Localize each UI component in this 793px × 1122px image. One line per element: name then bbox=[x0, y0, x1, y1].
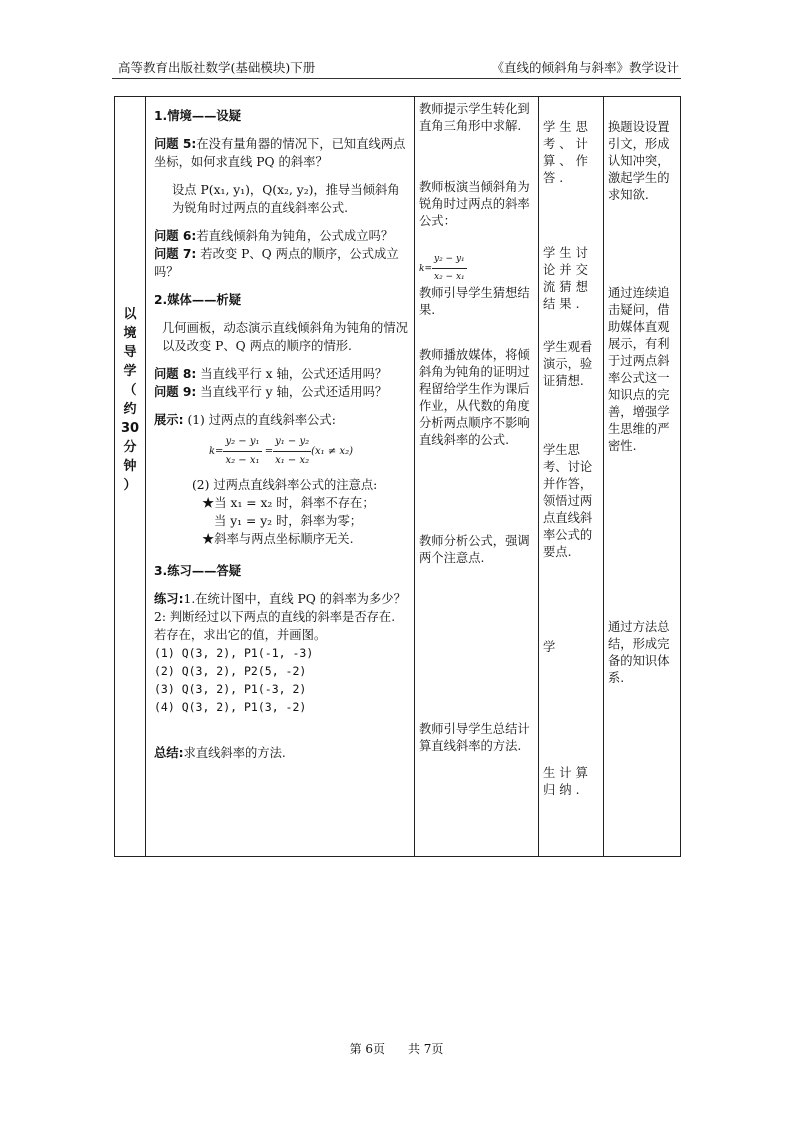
exercise-item: (1) Q(3, 2), P1(-1, -3) bbox=[154, 646, 314, 660]
student-note-6: 生计算归纳. bbox=[543, 766, 592, 797]
summary: 总结:求直线斜率的方法. bbox=[154, 746, 286, 760]
exercise-item: (3) Q(3, 2), P1(-3, 2) bbox=[154, 682, 307, 696]
question-7: 问题 7: 若改变 P、Q 两点的顺序，公式成立吗？ bbox=[154, 247, 399, 279]
teacher-note-4: 教师播放媒体，将倾斜角为钝角的证明过程留给学生作为课后作业，从代数的角度分析两点顺序不影响直线斜率的公式. bbox=[419, 348, 530, 447]
page-footer bbox=[0, 1040, 793, 1057]
slope-formula-mini: k= $\frac{\text{y₂ − y₁}}{\text{x₂ − x₁}}$ bbox=[415, 251, 471, 286]
question-6: 问题 6:若直线倾斜角为钝角，公式成立吗？ bbox=[154, 229, 394, 243]
question-8: 问题 8: 当直线平行 x 轴，公式还适用吗？ bbox=[154, 367, 388, 381]
teacher-note-1: 教师提示学生转化到直角三角形中求解. bbox=[419, 102, 530, 133]
content-cell bbox=[146, 97, 415, 857]
student-note-1: 学生思考、计算、作答. bbox=[543, 120, 592, 185]
slope-formula-full: k= $\frac{\text{y₂ − y₁}}{\text{x₂ − x₁}}$ = $\frac{\text{y₁ − y₂}}{\text{x₁ − x₂}}$ (x₁ ≠ x₂) bbox=[154, 433, 408, 470]
media-text: 几何画板，动态演示直线倾斜角为钝角的情况以及改变 P、Q 两点的顺序的情形. bbox=[162, 321, 408, 353]
show-2: (2) 过两点直线斜率公式的注意点: bbox=[192, 478, 378, 492]
student-note-2: 学生讨论并交流猜想结果. bbox=[543, 246, 592, 311]
exercise-1: 练习:1.在统计图中，直线 PQ 的斜率为多少？ bbox=[154, 592, 406, 606]
lesson-table bbox=[114, 96, 681, 857]
teacher-note-6: 教师引导学生总结计算直线斜率的方法. bbox=[419, 722, 530, 753]
page-total: 共 7页 bbox=[407, 1042, 444, 1056]
section-3-title: 3.练习——答疑 bbox=[154, 564, 242, 578]
section-1-title: 1.情境——设疑 bbox=[154, 109, 242, 123]
show-line: 展示: (1) 过两点的直线斜率公式: bbox=[154, 413, 336, 427]
teacher-note-5: 教师分析公式，强调两个注意点. bbox=[419, 534, 530, 565]
student-note-3: 学生观看演示，验证猜想. bbox=[543, 340, 593, 388]
question-9: 问题 9: 当直线平行 y 轴，公式还适用吗？ bbox=[154, 385, 388, 399]
stage-label: 以 境 导 学 （ 约 30 分 钟 ） bbox=[120, 307, 140, 493]
note-3: ★斜率与两点坐标顺序无关. bbox=[202, 532, 354, 546]
exercise-2: 2: 判断经过以下两点的直线的斜率是否存在. 若存在，求出它的值，并画图。 bbox=[154, 610, 396, 642]
teacher-note-2: 教师板演当倾斜角为锐角时过两点的斜率公式： bbox=[419, 180, 530, 228]
question-5: 问题 5:在没有量角器的情况下，已知直线两点坐标，如何求直线 PQ 的斜率？ bbox=[154, 137, 406, 169]
exercise-item: (2) Q(3, 2), P2(5, -2) bbox=[154, 664, 307, 678]
student-note-4: 学生思考、讨论并作答，领悟过两点直线斜率公式的要点. bbox=[543, 443, 593, 559]
exercise-item: (4) Q(3, 2), P1(3, -2) bbox=[154, 700, 307, 714]
stage-cell bbox=[115, 97, 146, 857]
setup-text: 设点 P(x₁, y₁)，Q(x₂, y₂)，推导当倾斜角为锐角时过两点的直线斜率公式. bbox=[172, 183, 400, 215]
student-cell bbox=[539, 97, 604, 857]
section-2-title: 2.媒体——析疑 bbox=[154, 293, 242, 307]
intent-note-1: 换题设设置引文，形成认知冲突，激起学生的求知欲. bbox=[608, 120, 670, 202]
intent-note-2: 通过连续追击疑问，借助媒体直观展示，有利于过两点斜率公式这一知识点的完善，增强学生思维的严密性. bbox=[608, 286, 670, 453]
student-note-5: 学 bbox=[543, 640, 556, 654]
intent-cell bbox=[604, 97, 681, 857]
note-1: ★当 x₁ = x₂ 时，斜率不存在； bbox=[202, 496, 375, 510]
header-rule bbox=[112, 78, 681, 79]
header-left: 高等教育出版社数学(基础模块)下册 bbox=[118, 60, 316, 75]
intent-note-3: 通过方法总结，形成完备的知识体系. bbox=[608, 620, 670, 685]
note-2: 当 y₁ = y₂ 时，斜率为零； bbox=[214, 514, 363, 528]
teacher-cell bbox=[415, 97, 539, 857]
page-number: 第 6页 bbox=[349, 1042, 386, 1056]
header-right: 《直线的倾斜角与斜率》教学设计 bbox=[491, 60, 679, 75]
teacher-note-3: 教师引导学生猜想结果. bbox=[419, 286, 530, 317]
